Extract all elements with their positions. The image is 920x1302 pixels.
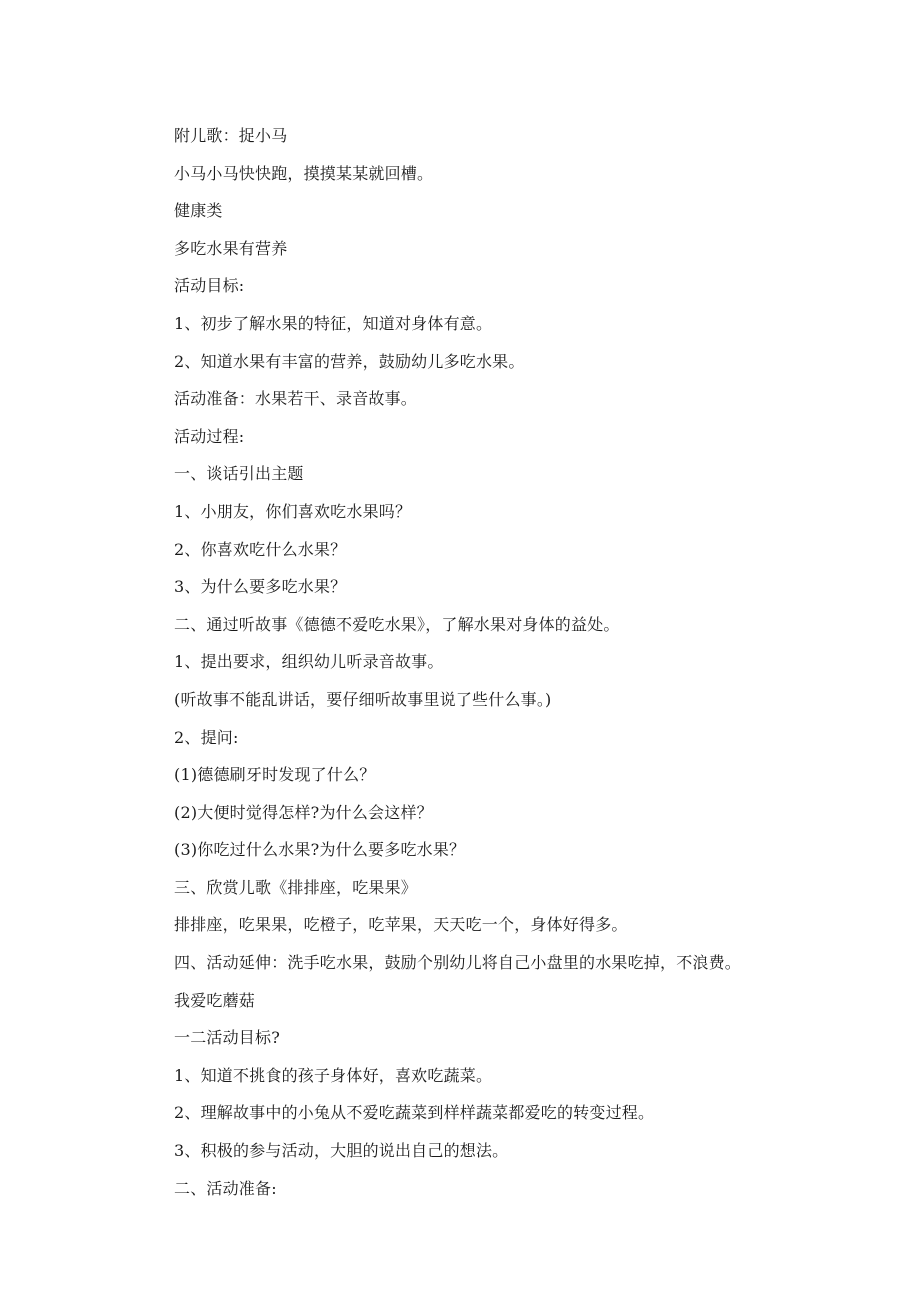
step-note: (听故事不能乱讲话，要仔细听故事里说了些什么事。): [174, 689, 552, 709]
goal-item: 3、积极的参与活动，大胆的说出自己的想法。: [174, 1141, 509, 1161]
goal-item: 1、初步了解水果的特征，知道对身体有意。: [174, 313, 493, 333]
step-heading: 二、通过听故事《德德不爱吃水果》，了解水果对身体的益处。: [174, 614, 620, 634]
goal-item: 2、理解故事中的小兔从不爱吃蔬菜到样样蔬菜都爱吃的转变过程。: [174, 1103, 655, 1123]
song-lyrics: 小马小马快快跑，摸摸某某就回槽。: [174, 163, 434, 183]
lesson-title: 多吃水果有营养: [174, 238, 288, 258]
question-item: (2)大便时觉得怎样?为什么会这样？: [174, 802, 433, 822]
question-item: (1)德德刷牙时发现了什么？: [174, 765, 376, 785]
section-heading-goals: 一二活动目标?: [174, 1028, 280, 1048]
step-item: 3、为什么要多吃水果？: [174, 577, 347, 597]
song-lyrics: 排排座，吃果果，吃橙子，吃苹果，天天吃一个，身体好得多。: [174, 915, 628, 935]
document-body: [174, 122, 894, 1212]
step-item: 2、提问:: [174, 727, 239, 747]
section-heading-process: 活动过程:: [174, 426, 245, 446]
goal-item: 2、知道水果有丰富的营养，鼓励幼儿多吃水果。: [174, 351, 525, 371]
step-item: 1、提出要求，组织幼儿听录音故事。: [174, 652, 444, 672]
step-item: 1、小朋友，你们喜欢吃水果吗？: [174, 501, 412, 521]
question-item: (3)你吃过什么水果?为什么要多吃水果？: [174, 840, 466, 860]
lesson-title: 我爱吃蘑菇: [174, 990, 256, 1010]
step-heading: 一、谈话引出主题: [174, 464, 304, 484]
goal-item: 1、知道不挑食的孩子身体好，喜欢吃蔬菜。: [174, 1065, 493, 1085]
preparation-line: 活动准备：水果若干、录音故事。: [174, 389, 418, 409]
section-heading-preparation: 二、活动准备:: [174, 1178, 277, 1198]
step-heading: 四、活动延伸：洗手吃水果，鼓励个别幼儿将自己小盘里的水果吃掉，不浪费。: [174, 953, 742, 973]
step-heading: 三、欣赏儿歌《排排座，吃果果》: [174, 877, 418, 897]
step-item: 2、你喜欢吃什么水果？: [174, 539, 347, 559]
song-title: 附儿歌：捉小马: [174, 126, 288, 145]
category-heading: 健康类: [174, 201, 223, 221]
section-heading-goals: 活动目标:: [174, 276, 245, 296]
